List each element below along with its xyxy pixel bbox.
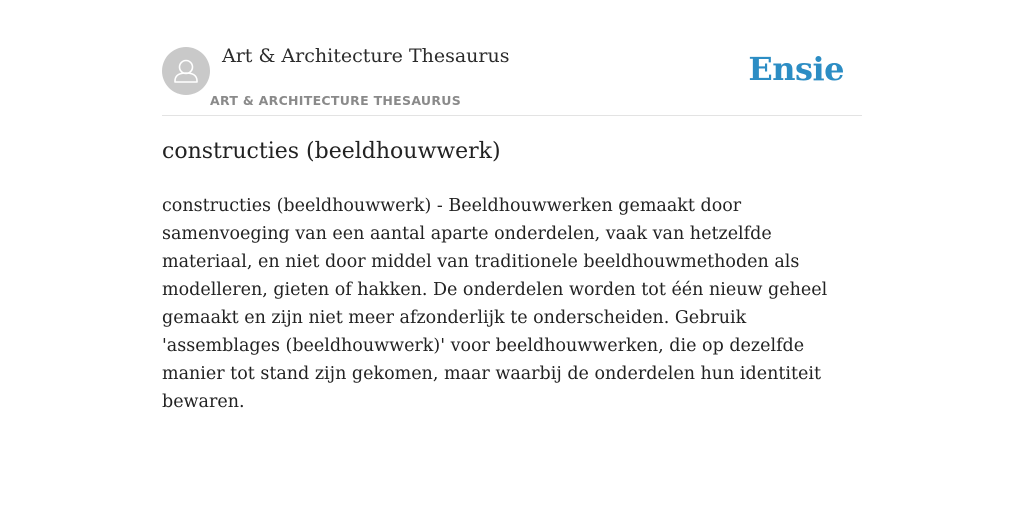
header (162, 40, 862, 116)
entry-body: constructies (beeldhouwwerk) - Beeldhouwwerken gemaakt door samenvoeging van een aantal aparte onderdelen, vaak van hetzelfde materiaal, en niet door middel van traditionele beeldhouwmethoden als modelleren, gieten of hakken. De onderdelen worden tot één nieuw geheel gemaakt en zijn niet meer afzonderlijk te onderscheiden. Gebruik 'assemblages (beeldhouwwerk)' voor beeldhouwwerken, die op dezelfde manier tot stand zijn gekomen, maar waarbij de onderdelen hun identiteit bewaren. (162, 196, 828, 412)
entry-title: constructies (beeldhouwwerk) (162, 139, 501, 164)
ensie-logo[interactable]: Ensie (748, 50, 844, 88)
user-placeholder-icon (162, 47, 210, 95)
avatar[interactable] (162, 47, 210, 95)
source-label[interactable]: ART & ARCHITECTURE THESAURUS (210, 93, 462, 108)
author-name[interactable]: Art & Architecture Thesaurus (222, 45, 510, 67)
